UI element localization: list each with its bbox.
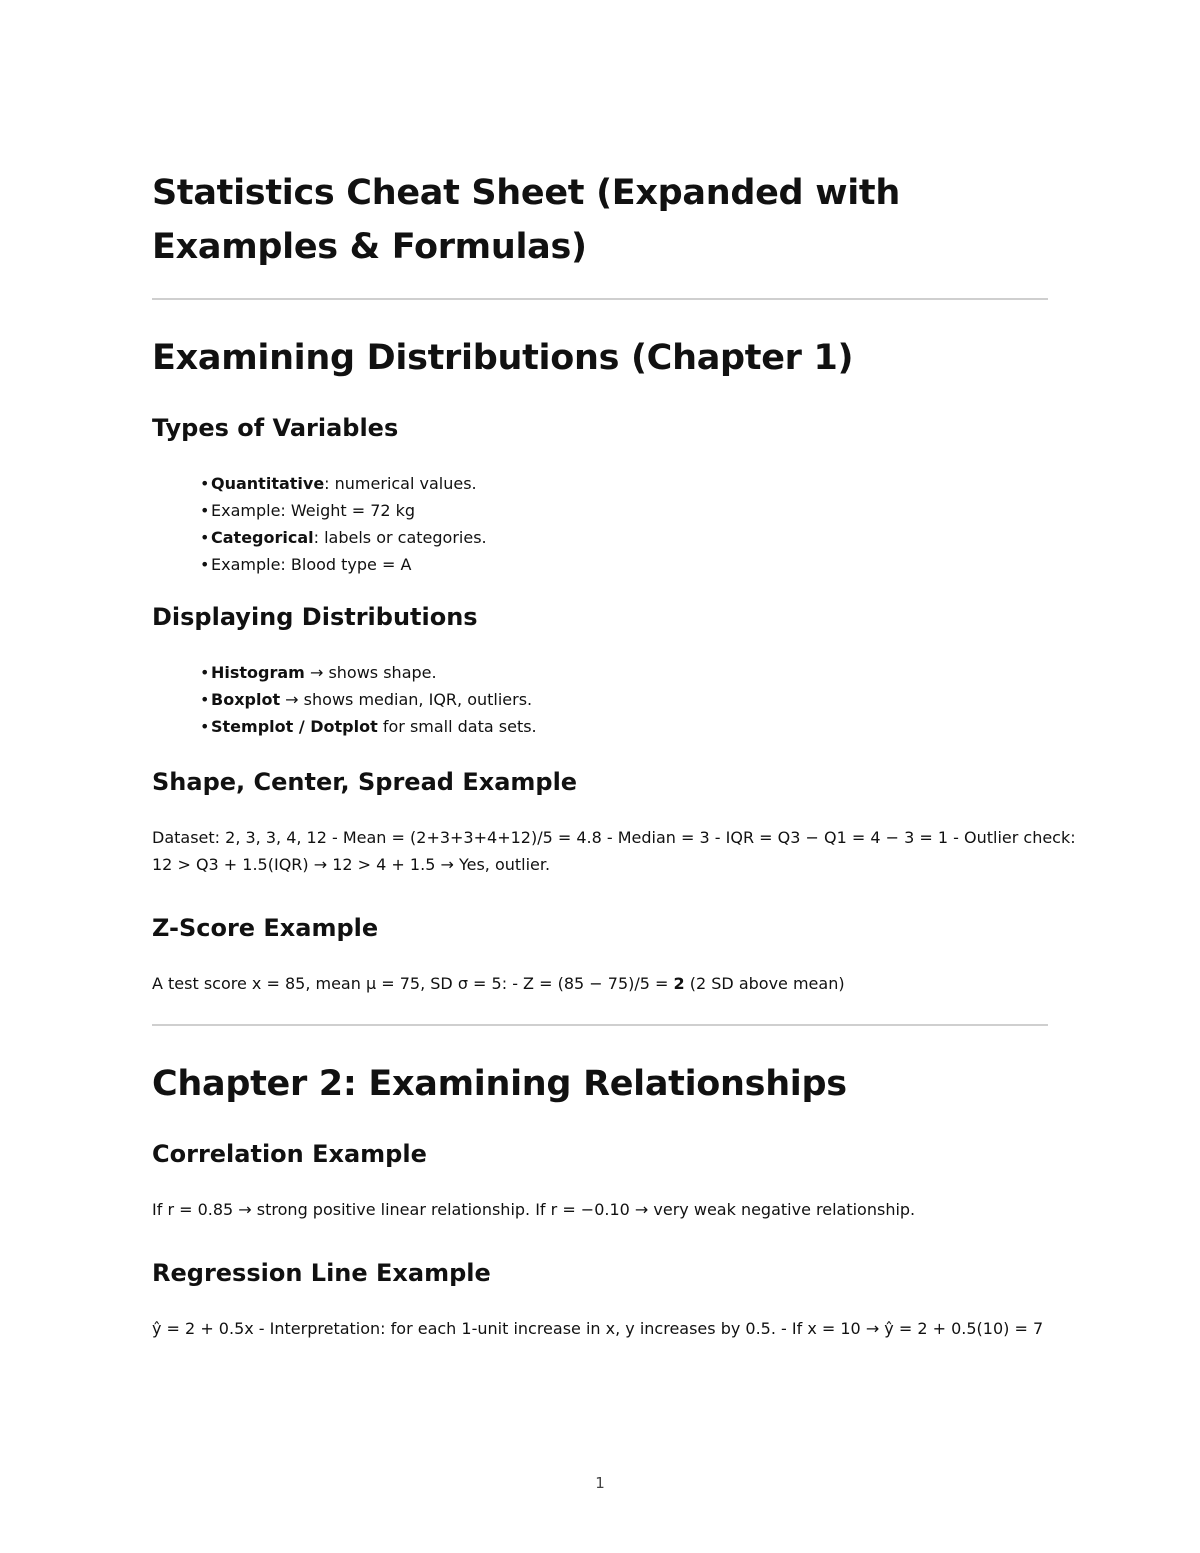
z-score-note: (2 SD above mean) [684,974,845,993]
paragraph-line: Dataset: 2, 3, 3, 4, 12 - Mean = (2+3+3+4+12)/5 = 4.8 - Median = 3 - IQR = Q3 − Q1 = 4 − 3 = 1 - Outlier check: [152,828,1076,847]
list-item-text: → shows shape. [304,663,437,682]
list-item [200,551,487,578]
bullet-icon: • [200,474,210,493]
z-score-result: 2 [673,974,685,993]
list-item [200,497,487,524]
list-item-term: Categorical [211,528,314,547]
list-item [200,659,537,686]
list-item-term: Quantitative [211,474,325,493]
z-score-heading: Z-Score Example [152,914,379,942]
list-item [200,713,537,740]
horizontal-rule [152,298,1048,300]
z-score-paragraph [152,970,1048,997]
chapter2-heading: Chapter 2: Examining Relationships [152,1064,847,1104]
list-item [200,470,487,497]
types-of-variables-list [200,470,487,578]
shape-center-spread-paragraph [152,824,1076,878]
bullet-icon: • [200,501,210,520]
chapter1-heading: Examining Distributions (Chapter 1) [152,338,854,378]
list-item [200,686,537,713]
bullet-icon: • [200,690,210,709]
displaying-distributions-heading: Displaying Distributions [152,603,478,631]
regression-paragraph: ŷ = 2 + 0.5x - Interpretation: for each 1-unit increase in x, y increases by 0.5. - If x = 10 → ŷ = 2 + 0.5(10) = 7 [152,1319,1044,1338]
correlation-paragraph: If r = 0.85 → strong positive linear relationship. If r = −0.10 → very weak negative relationship. [152,1200,916,1219]
bullet-icon: • [200,528,210,547]
bullet-icon: • [200,663,210,682]
list-item-term: Stemplot / Dotplot [211,717,378,736]
horizontal-rule [152,1024,1048,1026]
page-number: 1 [595,1474,605,1492]
list-item-text: Example: Blood type = A [211,555,412,574]
list-item-text: Example: Weight = 72 kg [211,501,416,520]
list-item [200,524,487,551]
displaying-distributions-list [200,659,537,740]
shape-center-spread-heading: Shape, Center, Spread Example [152,768,578,796]
list-item-term: Boxplot [211,690,281,709]
paragraph-line: 12 > Q3 + 1.5(IQR) → 12 > 4 + 1.5 → Yes, outlier. [152,855,551,874]
z-score-text: A test score x = 85, mean μ = 75, SD σ = 5: - Z = (85 − 75)/5 = [152,974,674,993]
list-item-text: : labels or categories. [313,528,487,547]
bullet-icon: • [200,555,210,574]
bullet-icon: • [200,717,210,736]
list-item-text: : numerical values. [324,474,477,493]
correlation-heading: Correlation Example [152,1140,427,1168]
document-title: Statistics Cheat Sheet (Expanded with Examples & Formulas) [152,173,900,267]
list-item-text: for small data sets. [377,717,537,736]
list-item-text: → shows median, IQR, outliers. [280,690,533,709]
list-item-term: Histogram [211,663,305,682]
types-of-variables-heading: Types of Variables [152,414,399,442]
regression-heading: Regression Line Example [152,1259,491,1287]
